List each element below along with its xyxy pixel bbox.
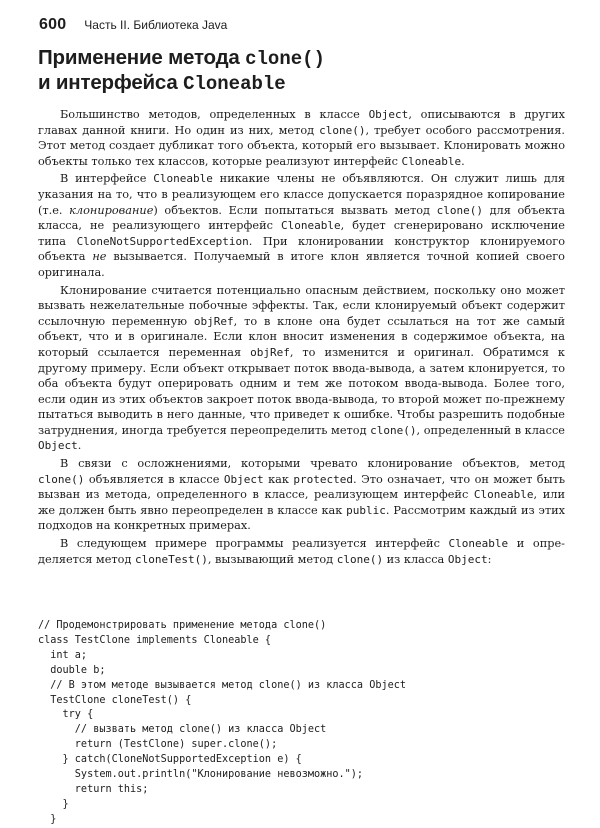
text-run: вызывается. Получаемый в итоге клон является точной копией своего оригинала. [38,250,565,279]
inline-code: Cloneable [448,537,509,551]
code-line: int a; [38,649,88,661]
text-run: , описываются в других главах данной книги. Но один из них, метод [38,108,565,137]
running-title: Часть II. Библиотека Java [84,18,228,32]
code-line: try { [38,709,94,721]
text-run: , вызывающий метод [207,552,337,566]
page-number: 600 [39,16,67,33]
code-line: return (TestClone) super.clone(); [38,739,278,751]
text-run: для объекта класса, не реализующего интерфейс [38,203,566,233]
code-line: } catch(CloneNotSupportedException e) { [38,754,302,766]
text-run: ) объектов. Если попытаться вызвать метод [153,203,437,217]
inline-code: Cloneable [281,219,341,233]
inline-code: Object [368,108,409,121]
text-run: Клонирование считается потенциально опасным действием, поскольку оно может вызвать нежелательные побочные эффекты. Так, если клонируемый объект содержит ссылочную переменную [38,283,565,328]
page-header [39,16,227,36]
code-listing [38,619,573,828]
inline-code: Object [38,439,78,453]
text-run: В интерфейсе [60,172,154,186]
code-line: TestClone cloneTest() { [38,694,192,706]
inline-code: objRef [193,314,234,328]
section-title-code-2: Cloneable [183,73,286,95]
text-run: и определяется метод [38,537,565,566]
code-line: class TestClone implements Cloneable { [38,634,272,646]
text-run: , требует особого рассмотрения. Этот метод создает дубликат того объекта, который его вызывает. Клонировать можно объекты только тех классов, которые реализуют интерфейс [38,123,565,168]
code-line: // вызвать метод clone() из класса Object [38,724,327,736]
inline-code: Cloneable [153,172,213,186]
text-run: объявляется в классе [84,472,224,486]
text-run: , то изменится и оригинал. Обратимся к другому примеру. Если объект открывает поток ввода-вывода, а затем клонируется, то оба объекта будут оперировать одним и тем же потоком ввода-вывода. Более того, если один из этих объектов закроет поток ввода-вывода, то второй может по-прежнему пытаться выводить в него данные, что приведет к ошибке. Чтобы разрешить подобные затруднения, иногда требуется переопределить метод [38,345,565,437]
inline-code: Object [447,552,488,566]
inline-code: CloneNotSupportedException [76,234,249,248]
text-run: . При клонировании конструктор клонируемого объекта [38,234,565,264]
section-title-text-2: и интерфейса [38,71,184,94]
inline-code: protected [293,472,354,486]
inline-code: clone() [336,552,384,566]
section-title-code-1: clone() [245,48,325,70]
text-run: Большинство методов, определенных в классе [60,108,369,121]
body-text [38,107,565,569]
emphasis-text: клонирование [69,203,154,217]
text-run: В связи с осложнениями, которыми чревато клонирование объектов, метод [60,457,565,471]
section-title-text-1: Применение метода [38,46,246,69]
inline-code: public [346,503,386,517]
text-run: , то в клоне она будет ссылаться на тот же самый объект, что и в оригинале. Если клон вносит изменения в содержимое объекта, на который ссылается переменная [38,314,565,359]
code-line: System.out.println("Клонирование невозможно."); [38,769,364,781]
section-title [38,46,578,96]
inline-code: Cloneable [473,488,534,502]
text-run: , будет сгенерировано исключение типа [38,219,565,248]
text-run: . Это означает, что он может быть вызван из метода, определенного в классе, реализующем интерфейс [38,472,565,502]
body-paragraph [38,107,565,169]
body-paragraph [38,456,565,534]
text-run: , или же должен быть явно переопределен в классе как [38,488,565,517]
body-paragraph [38,171,565,280]
text-run: никакие члены не объявляются. Он служит лишь для указания на то, что в реализующем его классе допускается поразрядное копирование (т.е. [38,172,565,217]
inline-code: clone() [436,203,483,217]
inline-code: clone() [319,123,366,137]
inline-code: Cloneable [401,154,462,168]
code-line: // Продемонстрировать применение метода clone() [38,620,327,631]
inline-code: Object [223,472,264,486]
emphasis-text: не [92,250,107,264]
code-line: // В этом методе вызывается метод clone() из класса Object [38,679,407,691]
body-paragraph [38,536,565,567]
code-line: return this; [38,783,149,795]
text-run: . Рассмотрим каждый из этих подходов на конкретных примерах. [38,503,565,533]
text-run: . [461,154,465,168]
code-line: } [38,798,69,810]
text-run: из класса [383,552,448,566]
inline-code: clone() [38,472,85,486]
inline-code: objRef [250,345,290,359]
text-run: , определенный в классе [416,423,565,437]
code-line: double b; [38,664,106,676]
inline-code: cloneTest() [135,552,208,566]
text-run: как [263,472,294,486]
inline-code: clone() [370,423,417,437]
text-run: . [77,439,82,453]
code-line: } [38,813,57,825]
text-run: В следующем примере программы реализуется интерфейс [60,537,449,551]
text-run: : [487,552,492,566]
body-paragraph [38,283,565,455]
